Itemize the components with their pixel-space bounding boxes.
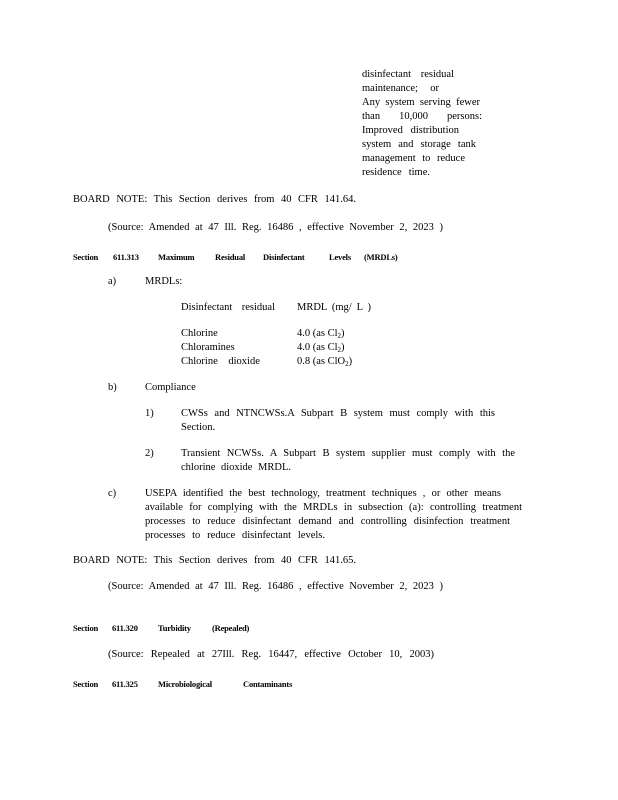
section-number: 611.313	[113, 252, 139, 262]
subitem-text: CWSs and NTNCWSs.A Subpart B system must comply with this	[181, 408, 495, 419]
section-label: Section	[73, 679, 99, 689]
source-note: (Source: Amended at 47 Ill. Reg. 16486 , effective November 2, 2023 )	[108, 222, 443, 233]
source-note: (Source: Repealed at 27Ill. Reg. 16447, effective October 10, 2003)	[108, 649, 434, 660]
source-note: (Source: Amended at 47 Ill. Reg. 16486 , effective November 2, 2023 )	[108, 581, 443, 592]
item-marker: c)	[108, 488, 117, 499]
top-column-line: management to reduce	[362, 153, 465, 164]
top-column-line: disinfectant residual	[362, 69, 454, 80]
top-column-line: Any system serving fewer	[362, 97, 480, 108]
board-note: BOARD NOTE: This Section derives from 40 CFR 141.64.	[73, 194, 356, 205]
section-label: Section	[73, 252, 99, 262]
paragraph-line: USEPA identified the best technology, treatment techniques , or other means	[145, 488, 501, 499]
table-cell-name: Chlorine	[181, 328, 218, 339]
top-column-line: system and storage tank	[362, 139, 476, 150]
item-title: MRDLs:	[145, 276, 183, 287]
item-marker: a)	[108, 276, 117, 287]
section-number: 611.325	[112, 679, 138, 689]
section-label: Section	[73, 623, 99, 633]
subitem-text: Transient NCWSs. A Subpart B system supplier must comply with the	[181, 448, 515, 459]
table-cell-value: 4.0 (as $Cl_2$)	[297, 342, 345, 354]
table-cell-name: Chlorine dioxide	[181, 356, 260, 367]
top-column-line: residence time.	[362, 167, 430, 178]
section-title-word: Disinfectant	[263, 252, 305, 262]
top-column-line: than 10,000 persons:	[362, 111, 482, 122]
subitem-marker: 1)	[145, 408, 154, 419]
paragraph-line: processes to reduce disinfectant levels.	[145, 530, 325, 541]
section-title-word: Maximum	[158, 252, 195, 262]
table-cell-name: Chloramines	[181, 342, 235, 353]
section-title-word: (Repealed)	[212, 623, 250, 633]
table-cell-value: 4.0 (as $Cl_2$)	[297, 328, 345, 340]
board-note: BOARD NOTE: This Section derives from 40 CFR 141.65.	[73, 555, 356, 566]
subitem-marker: 2)	[145, 448, 154, 459]
section-number: 611.320	[112, 623, 138, 633]
subitem-text: chlorine dioxide MRDL.	[181, 462, 291, 473]
section-title-word: Residual	[215, 252, 246, 262]
section-title-word: Microbiological	[158, 679, 212, 689]
section-title-word: Levels	[329, 252, 351, 262]
table-header-residual: Disinfectant residual	[181, 302, 275, 313]
section-title-word: Contaminants	[243, 679, 293, 689]
item-marker: b)	[108, 382, 117, 393]
subitem-text: Section.	[181, 422, 216, 433]
table-header-mrdl: MRDL (mg/ L )	[297, 302, 371, 313]
section-title-word: Turbidity	[158, 623, 191, 633]
table-cell-value: 0.8 (as ClO$_2$)	[297, 356, 353, 368]
section-title-word: (MRDLs)	[364, 252, 398, 262]
top-column-line: maintenance; or	[362, 83, 439, 94]
paragraph-line: available for complying with the MRDLs in subsection (a): controlling treatment	[145, 502, 522, 513]
item-title: Compliance	[145, 382, 196, 393]
top-column-line: Improved distribution	[362, 125, 459, 136]
paragraph-line: processes to reduce disinfectant demand and controlling disinfection treatment	[145, 516, 510, 527]
